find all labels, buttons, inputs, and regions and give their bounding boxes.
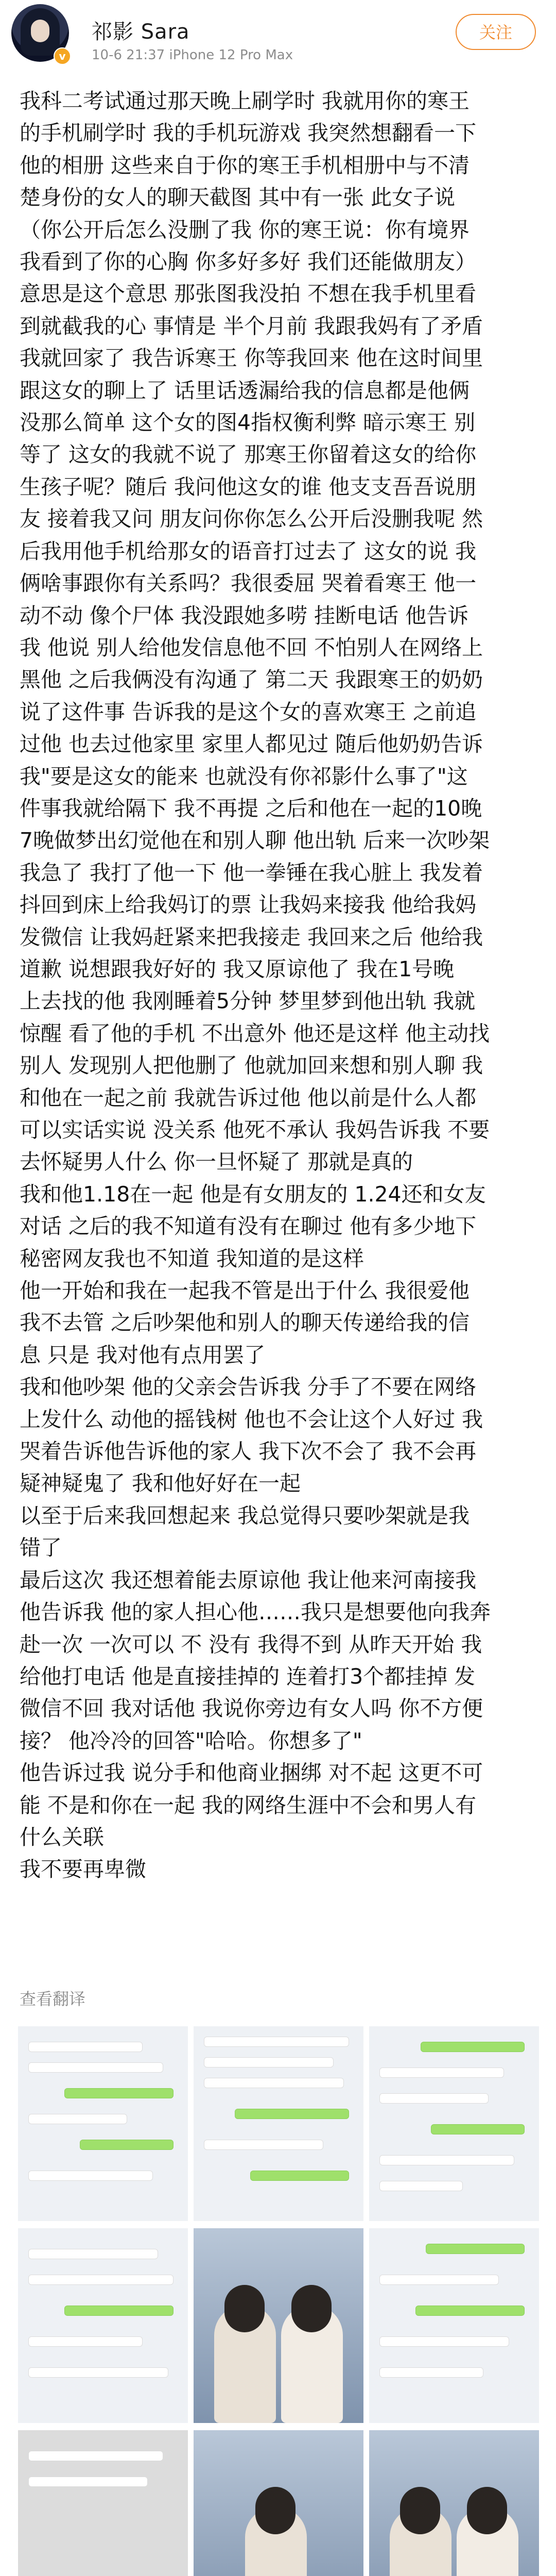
grid-image-7[interactable]	[18, 2430, 188, 2576]
image-overlay-text	[37, 2568, 237, 2576]
grid-image-3[interactable]	[369, 2026, 539, 2221]
image-grid	[18, 2026, 539, 2576]
verified-badge-icon: v	[54, 47, 71, 65]
post-header	[0, 0, 556, 77]
avatar-face	[31, 20, 49, 42]
grid-image-6[interactable]	[369, 2228, 539, 2423]
grid-image-2[interactable]	[194, 2026, 363, 2221]
post-body: 我科二考试通过那天晚上刷学时 我就用你的寒王 的手机刷学时 我的手机玩游戏 我突然想翻看一下 他的相册 这些来自于你的寒王手机相册中与不清 楚身份的女人的聊天截图 其中有一张 此女子说 （你公开后怎么没删了我 你的寒王说：你有境界 我看到了你的心胸 你多好多好 我们还能做朋友） 意思是这个意思 那张图我没拍 不想在我手机里看 到就截我的心 事情是 半个月前 我跟我妈有了矛盾 我就回家了 我告诉寒王 你等我回来 他在这时间里 跟这女的聊上了 话里话透漏给我的信息都是他俩 没那么简单 这个女的图4指权衡利弊 暗示寒王 别 等了 这女的我就不说了 那寒王你留着这女的给你 生孩子呢？随后 我问他这女的谁 他支支吾吾说朋 友 接着我又问 朋友问你你怎么公开后没删我呢 然 后我用他手机给那女的语音打过去了 这女的说 我 俩啥事跟你有关系吗？我很委屈 哭着看寒王 他一 动不动 像个尸体 我没跟她多唠 挂断电话 他告诉 我 他说 别人给他发信息他不回 不怕别人在网络上 黑他 之后我俩没有沟通了 第二天 我跟寒王的奶奶 说了这件事 告诉我的是这个女的喜欢寒王 之前追 过他 也去过他家里 家里人都见过 随后他奶奶告诉 我"要是这女的能来 也就没有你祁影什么事了"这 件事我就给隔下 我不再提 之后和他在一起的10晚 7晚做梦出幻觉他在和别人聊 他出轨 后来一次吵架 我急了 我打了他一下 他一拳锤在我心脏上 我发着 抖回到床上给我妈订的票 让我妈来接我 他给我妈 发微信 让我妈赶紧来把我接走 我回来之后 他给我 道歉 说想跟我好好的 我又原谅他了 我在1号晚 上去找的他 我刚睡着5分钟 梦里梦到他出轨 我就 惊醒 看了他的手机 不出意外 他还是这样 他主动找 别人 发现别人把他删了 他就加回来想和别人聊 我 和他在一起之前 我就告诉过他 他以前是什么人都 可以实话实说 没关系 他死不承认 我妈告诉我 不要 去怀疑男人什么 你一旦怀疑了 那就是真的 我和他1.18在一起 他是有女朋友的 1.24还和女友 对话 之后的我不知道有没有在聊过 他有多少地下 秘密网友我也不知道 我知道的是这样 他一开始和我在一起我不管是出于什么 我很爱他 我不去管 之后吵架他和别人的聊天传递给我的信 息 只是 我对他有点用罢了 我和他吵架 他的父亲会告诉我 分手了不要在网络 上发什么 动他的摇钱树 他也不会让这个人好过 我 哭着告诉他告诉他的家人 我下次不会了 我不会再 疑神疑鬼了 我和他好好在一起 以至于后来我回想起来 我总觉得只要吵架就是我 错了 最后这次 我还想着能去原谅他 我让他来河南接我 他告诉我 他的家人担心他……我只是想要他向我奔 赴一次 一次可以 不 没有 我得不到 从昨天开始 我 给他打电话 他是直接挂掉的 连着打3个都挂掉 发 微信不回 我对话他 我说你旁边有女人吗 你不方便 接？ 他冷冷的回答"哈哈。你想多了" 他告诉过我 说分手和他商业捆绑 对不起 这更不可 能 不是和你在一起 我的网络生涯中不会和男人有 什么关联 我不要再卑微	[20, 89, 491, 1882]
grid-image-4[interactable]	[18, 2228, 188, 2423]
grid-image-1[interactable]	[18, 2026, 188, 2221]
translate-link[interactable]: 查看翻译	[20, 1989, 86, 2009]
follow-button[interactable]: 关注	[456, 14, 536, 50]
grid-image-9[interactable]	[369, 2430, 539, 2576]
post-meta: 10-6 21:37 iPhone 12 Pro Max	[92, 47, 293, 63]
grid-image-5[interactable]	[194, 2228, 363, 2423]
grid-image-8[interactable]	[194, 2430, 363, 2576]
username[interactable]: 祁影 Sara	[92, 20, 190, 44]
